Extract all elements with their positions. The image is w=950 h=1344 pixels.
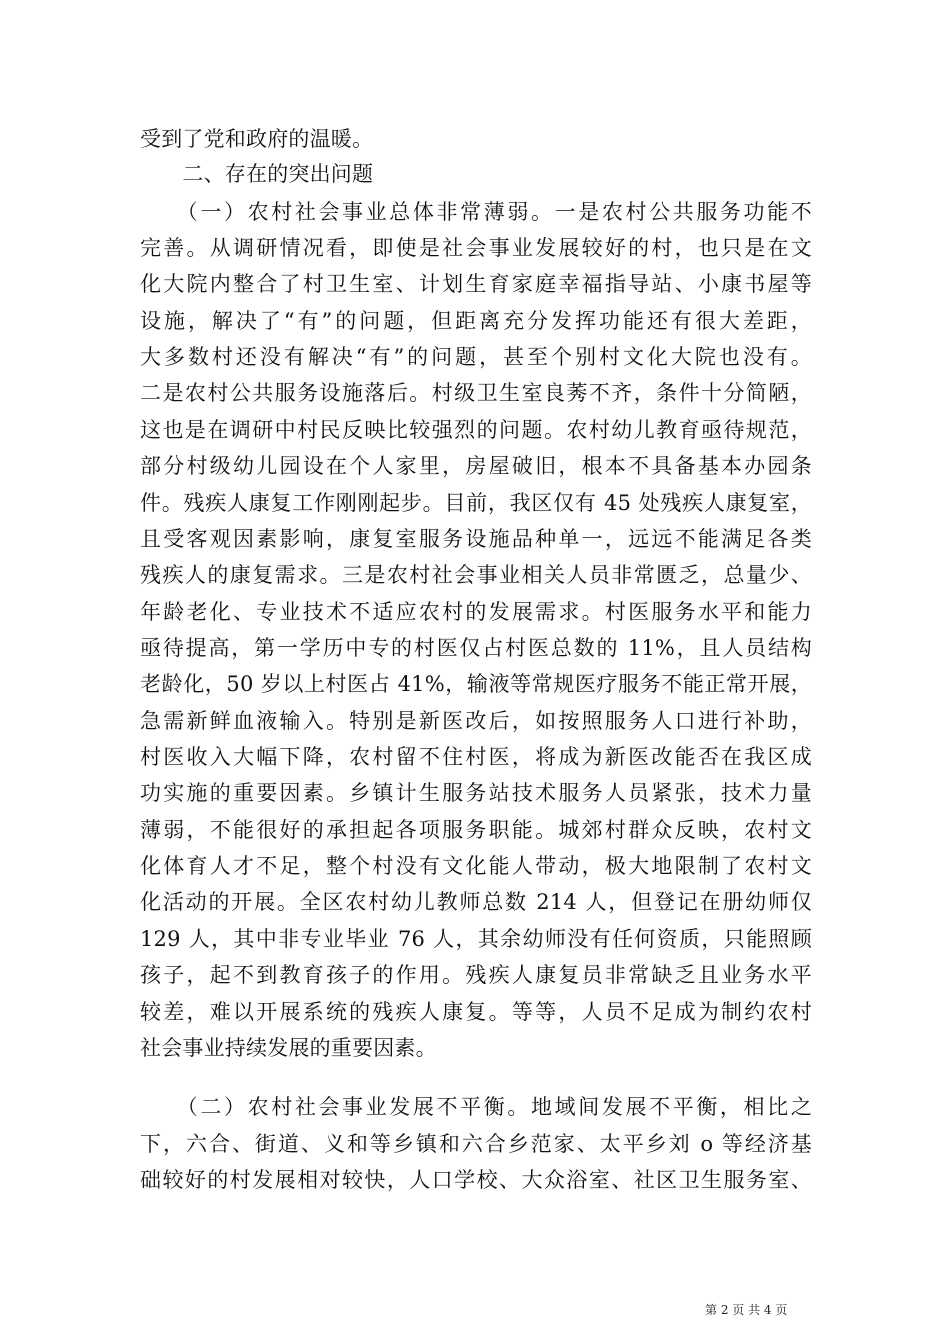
text-line: 较差，难以开展系统的残疾人康复。等等，人员不足成为制约农村 — [140, 1000, 812, 1024]
text-line: 受到了党和政府的温暖。 — [140, 127, 374, 151]
text-line: 础较好的村发展相对较快，人口学校、大众浴室、社区卫生服务室、 — [140, 1168, 812, 1192]
text-line: 且受客观因素影响，康复室服务设施品种单一，远远不能满足各类 — [140, 527, 812, 551]
text-line: （一）农村社会事业总体非常薄弱。一是农村公共服务功能不 — [140, 200, 812, 224]
text-line: 社会事业持续发展的重要因素。 — [140, 1036, 437, 1060]
text-line: 下，六合、街道、义和等乡镇和六合乡范家、太平乡刘 o 等经济基 — [140, 1132, 812, 1156]
text-line: 部分村级幼儿园设在个人家里，房屋破旧，根本不具备基本办园条 — [140, 454, 812, 478]
text-line: 设施，解决了“有”的问题，但距离充分发挥功能还有很大差距， — [140, 309, 812, 333]
section-heading: 二、存在的突出问题 — [140, 162, 374, 186]
text-line: 村医收入大幅下降，农村留不住村医，将成为新医改能否在我区成 — [140, 745, 812, 769]
text-line: 化活动的开展。全区农村幼儿教师总数 214 人，但登记在册幼师仅 — [140, 890, 812, 914]
text-line: 二是农村公共服务设施落后。村级卫生室良莠不齐，条件十分简陋， — [140, 381, 812, 405]
text-line: 亟待提高，第一学历中专的村医仅占村医总数的 11%，且人员结构 — [140, 636, 812, 660]
text-line: 化大院内整合了村卫生室、计划生育家庭幸福指导站、小康书屋等 — [140, 272, 812, 296]
text-line: 年龄老化、专业技术不适应农村的发展需求。村医服务水平和能力 — [140, 600, 812, 624]
text-line: 129 人，其中非专业毕业 76 人，其余幼师没有任何资质，只能照顾 — [140, 927, 812, 951]
text-line: 孩子，起不到教育孩子的作用。残疾人康复员非常缺乏且业务水平 — [140, 963, 812, 987]
text-line: 急需新鲜血液输入。特别是新医改后，如按照服务人口进行补助， — [140, 709, 812, 733]
page-number: 第 2 页 共 4 页 — [705, 1303, 788, 1317]
text-line: 残疾人的康复需求。三是农村社会事业相关人员非常匮乏，总量少、 — [140, 563, 812, 587]
text-line: 化体育人才不足，整个村没有文化能人带动，极大地限制了农村文 — [140, 854, 812, 878]
text-line: 功实施的重要因素。乡镇计生服务站技术服务人员紧张，技术力量 — [140, 781, 812, 805]
text-line: 这也是在调研中村民反映比较强烈的问题。农村幼儿教育亟待规范， — [140, 418, 812, 442]
text-line: 老龄化，50 岁以上村医占 41%，输液等常规医疗服务不能正常开展， — [140, 672, 812, 696]
text-line: 大多数村还没有解决“有”的问题，甚至个别村文化大院也没有。 — [140, 345, 812, 369]
text-line: 薄弱，不能很好的承担起各项服务职能。城郊村群众反映，农村文 — [140, 818, 812, 842]
text-line: 完善。从调研情况看，即使是社会事业发展较好的村，也只是在文 — [140, 236, 812, 260]
text-line: （二）农村社会事业发展不平衡。地域间发展不平衡，相比之 — [140, 1095, 812, 1119]
text-line: 件。残疾人康复工作刚刚起步。目前，我区仅有 45 处残疾人康复室， — [140, 491, 812, 515]
